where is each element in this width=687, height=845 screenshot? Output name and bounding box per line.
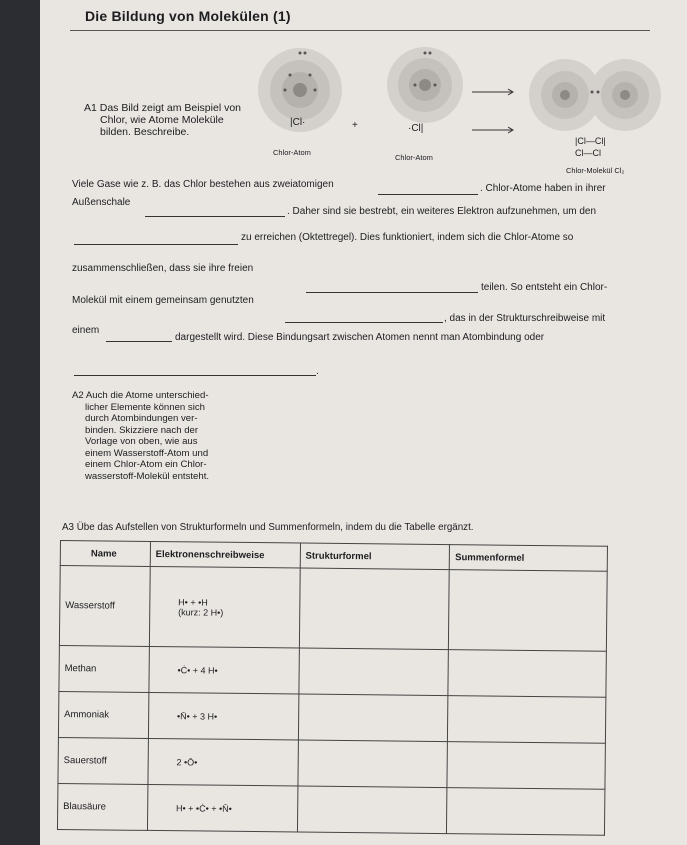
table-row — [58, 738, 605, 790]
cell-electron — [149, 566, 300, 648]
table-row — [57, 784, 604, 836]
chlorine-atom-2-diagram — [385, 45, 465, 125]
cell-sum[interactable] — [448, 650, 606, 698]
cell-sum[interactable] — [449, 570, 607, 652]
cell-name: Methan — [59, 646, 149, 693]
a2-line: A2 Auch die Atome unterschied- — [72, 390, 209, 401]
a1-task-line: A1 Das Bild zeigt am Beispiel von — [84, 102, 241, 114]
cloze-text: . Chlor-Atome haben in ihrer — [480, 183, 606, 194]
table-row — [58, 692, 605, 744]
cell-name: Wasserstoff — [59, 566, 150, 647]
a2-line: einem Chlor-Atom ein Chlor- — [85, 459, 207, 470]
a1-task-line: Chlor, wie Atome Moleküle — [100, 114, 224, 126]
cloze-text: Viele Gase wie z. B. das Chlor bestehen aus zweiatomigen — [72, 179, 334, 190]
cell-structure[interactable] — [299, 568, 449, 650]
title-rule — [70, 30, 650, 31]
a2-line: binden. Skizziere nach der — [85, 424, 199, 436]
cloze-text: . — [316, 366, 319, 377]
molecule-symbol-bottom: Cl—Cl — [575, 148, 601, 158]
cloze-text: dargestellt wird. Diese Bindungsart zwischen Atomen nennt man Atombindung oder — [175, 332, 545, 343]
cell-sum[interactable] — [447, 788, 605, 836]
cell-electron: •N̄• + 3 H• — [148, 693, 298, 740]
cloze-blank[interactable] — [285, 322, 443, 323]
a2-line: durch Atombindungen ver- — [85, 413, 198, 424]
cell-name: Sauerstoff — [58, 738, 148, 785]
cell-sum[interactable] — [447, 742, 605, 790]
plus-sign: + — [352, 120, 358, 131]
cloze-text: zu erreichen (Oktettregel). Dies funktioniert, indem sich die Chlor-Atome so — [241, 232, 574, 243]
cloze-text: . Daher sind sie bestrebt, ein weiteres Elektron aufzunehmen, um den — [287, 206, 597, 217]
reaction-arrows — [470, 85, 520, 135]
cloze-blank[interactable] — [145, 216, 285, 217]
cell-structure[interactable] — [297, 786, 447, 834]
header-structure: Strukturformel — [300, 543, 450, 570]
a3-intro: A3 Übe das Aufstellen von Strukturformeln und Summenformeln, indem du die Tabelle ergänzt. — [62, 522, 474, 533]
cell-electron: •Ċ• + 4 H• — [149, 647, 299, 694]
cell-name: Blausäure — [57, 784, 147, 831]
cell-electron: H• + •Ċ• + •N̄• — [147, 784, 297, 832]
cell-sum[interactable] — [448, 696, 606, 744]
caption-atom-1: Chlor-Atom — [273, 148, 311, 157]
chlorine-symbol-2: ·Cl| — [408, 123, 424, 134]
header-sum: Summenformel — [450, 545, 608, 572]
cloze-blank[interactable] — [106, 341, 172, 342]
header-electron: Elektronenschreibweise — [150, 541, 300, 568]
cell-electron: 2 •Ō• — [148, 739, 298, 786]
table-row — [59, 566, 607, 652]
a1-task-line: bilden. Beschreibe. — [100, 126, 190, 138]
cloze-blank[interactable] — [74, 244, 238, 245]
page-title: Die Bildung von Molekülen (1) — [85, 8, 291, 24]
chlorine-molecule-diagram — [525, 55, 665, 135]
a2-line: wasserstoff-Molekül entsteht. — [85, 470, 210, 482]
chlorine-symbol-1: |Cl· — [290, 117, 306, 128]
cloze-text: Außenschale — [72, 197, 131, 208]
electron-formula: H• + •H — [178, 596, 208, 608]
molecule-symbol-top: |Cl—Cl| — [575, 136, 606, 146]
cell-structure[interactable] — [299, 648, 449, 695]
cell-structure[interactable] — [298, 694, 448, 741]
cloze-text: einem — [72, 325, 100, 336]
header-name: Name — [60, 541, 150, 567]
table-row — [59, 646, 606, 698]
cloze-text: zusammenschließen, dass sie ihre freien — [72, 263, 254, 274]
structure-table — [57, 540, 608, 836]
caption-molecule: Chlor-Molekül Cl₂ — [566, 166, 625, 175]
a2-line: einem Wasserstoff-Atom und — [85, 447, 209, 459]
cell-structure[interactable] — [298, 740, 448, 787]
cloze-blank[interactable] — [378, 194, 478, 195]
cloze-text: , das in der Strukturschreibweise mit — [444, 313, 606, 324]
cloze-text: Molekül mit einem gemeinsam genutzten — [72, 295, 254, 306]
cell-name: Ammoniak — [58, 692, 148, 739]
a2-line: licher Elemente können sich — [85, 401, 205, 413]
cloze-text: teilen. So entsteht ein Chlor- — [481, 282, 608, 293]
electron-formula-note: (kurz: 2 H•) — [178, 606, 224, 618]
cloze-blank[interactable] — [74, 375, 316, 376]
a2-task — [72, 390, 209, 482]
caption-atom-2: Chlor-Atom — [395, 153, 433, 162]
a2-line: Vorlage von oben, wie aus — [85, 436, 198, 447]
cloze-blank[interactable] — [306, 292, 478, 293]
